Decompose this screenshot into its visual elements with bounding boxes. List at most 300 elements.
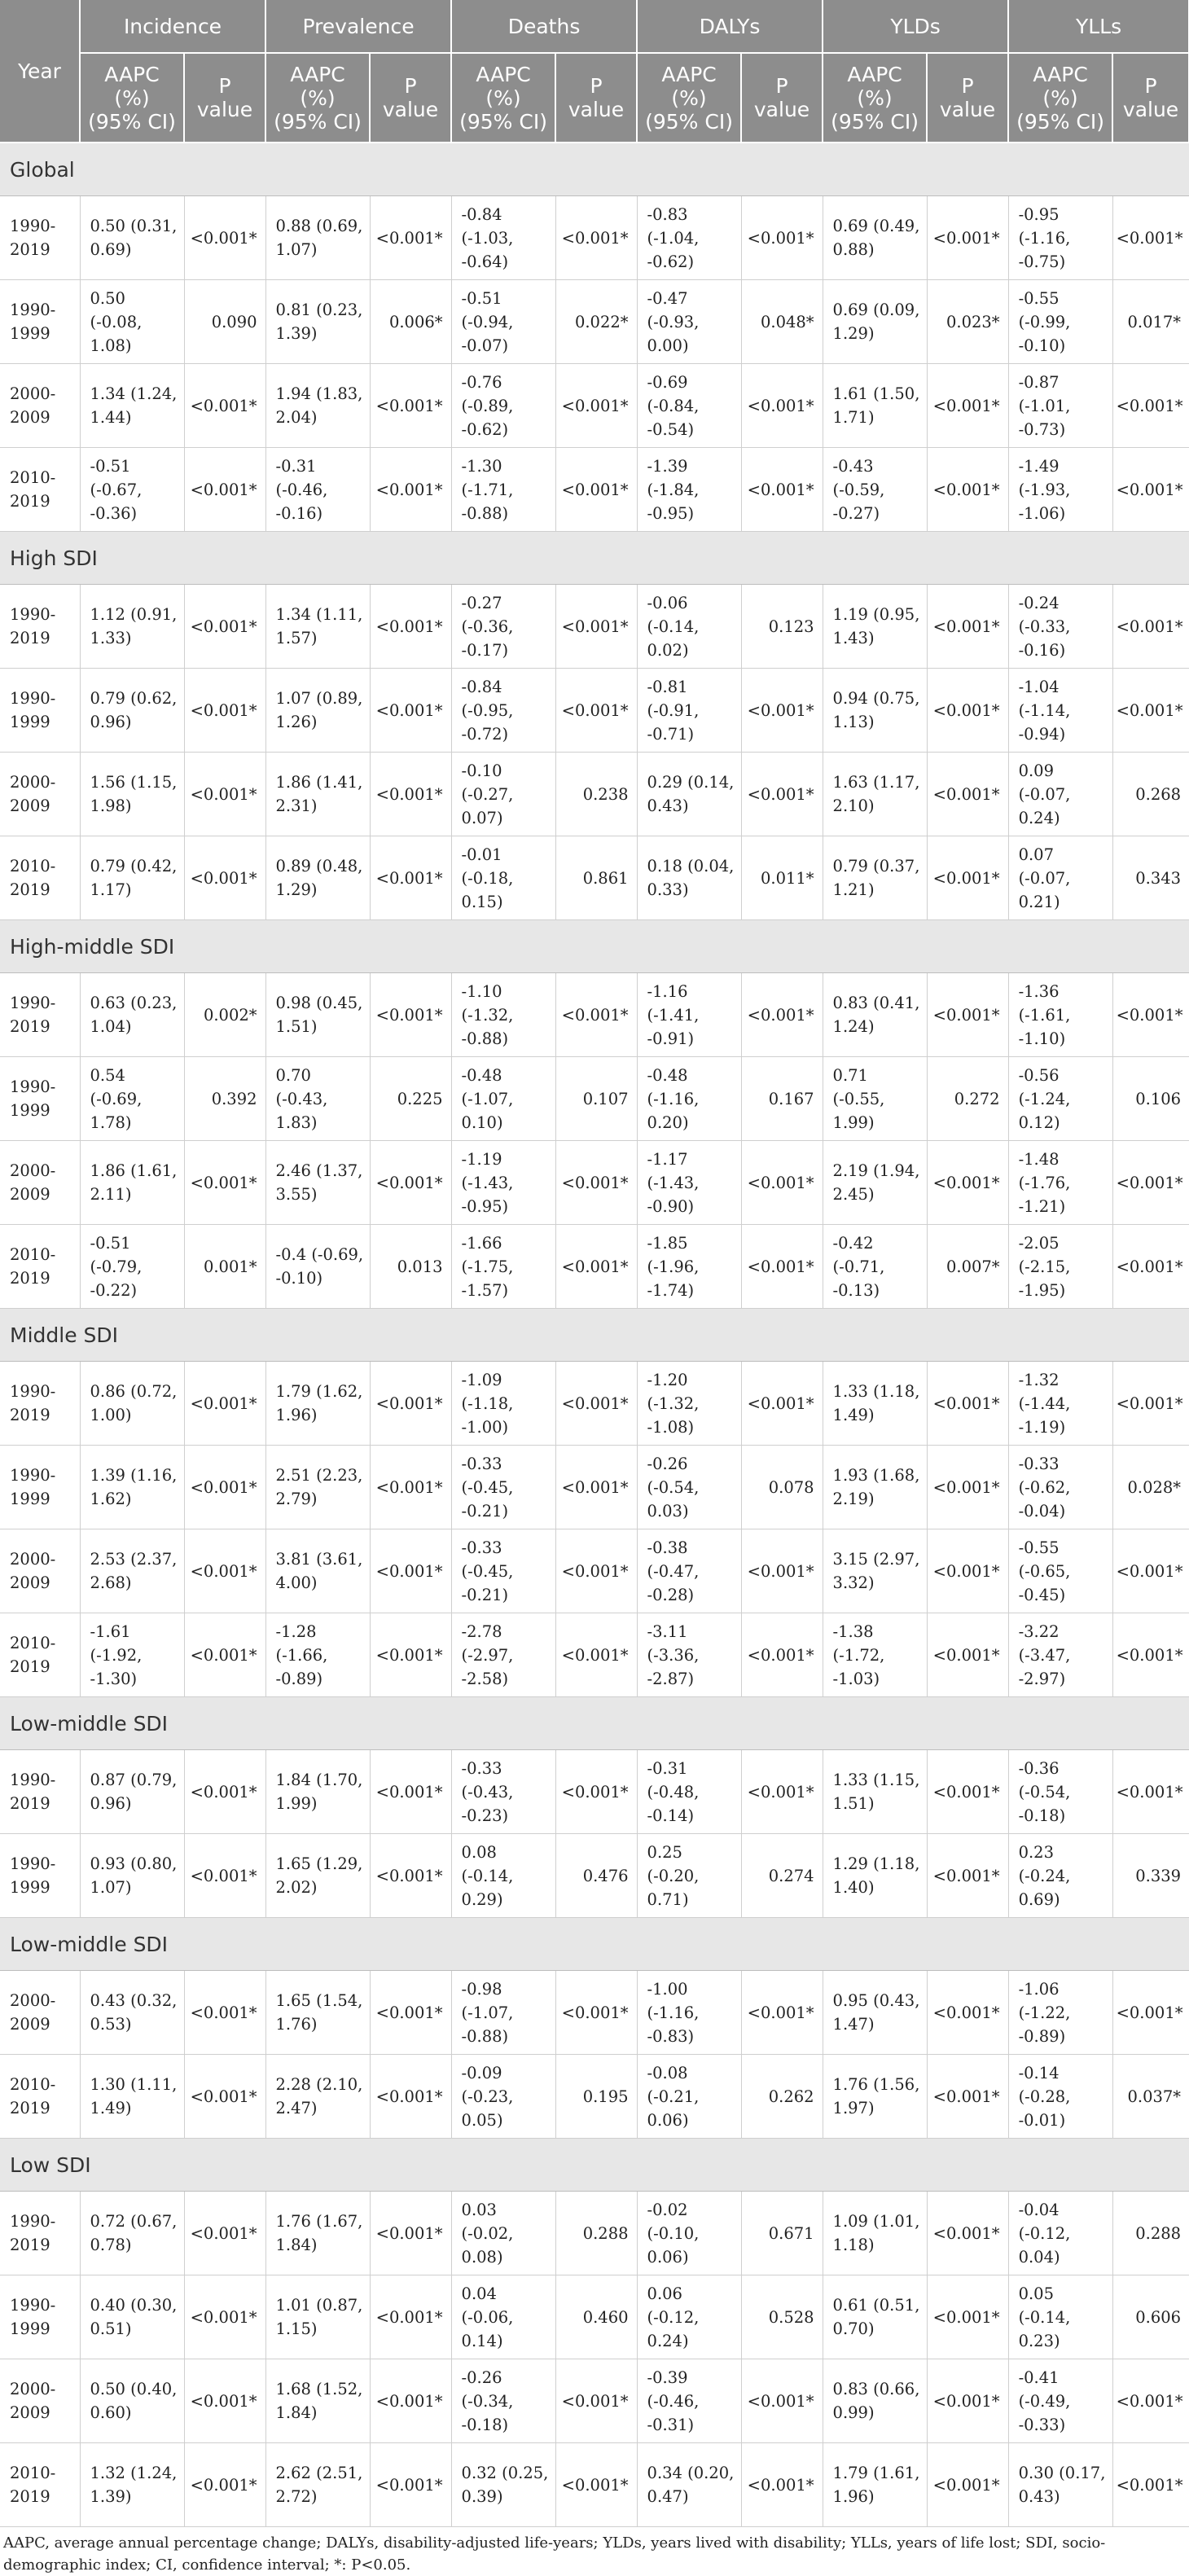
p-value-cell: 0.861	[555, 836, 637, 920]
year-cell: 2000-2009	[0, 364, 80, 448]
table-row	[0, 2359, 1189, 2443]
aapc-cell: 1.65 (1.29, 2.02)	[265, 1834, 370, 1918]
aapc-cell: 0.29 (0.14, 0.43)	[637, 753, 741, 836]
aapc-cell: -1.19 (-1.43, -0.95)	[451, 1141, 555, 1225]
p-value-cell: <0.001*	[184, 1750, 265, 1834]
aapc-cell: -0.56 (-1.24, 0.12)	[1008, 1057, 1112, 1141]
header-deaths: Deaths	[451, 0, 637, 53]
table-row	[0, 669, 1189, 753]
aapc-cell: 0.05 (-0.14, 0.23)	[1008, 2275, 1112, 2359]
p-value-cell: <0.001*	[927, 836, 1008, 920]
section-label: Global	[0, 143, 1189, 196]
p-value-cell: 0.017*	[1112, 280, 1189, 364]
p-value-cell: <0.001*	[741, 1141, 823, 1225]
year-cell: 1990-2019	[0, 2192, 80, 2275]
p-value-cell: <0.001*	[741, 1225, 823, 1309]
section-row	[0, 2139, 1189, 2192]
subheader-p-value: P value	[741, 53, 823, 143]
p-value-cell: <0.001*	[184, 669, 265, 753]
p-value-cell: <0.001*	[370, 669, 451, 753]
aapc-cell: 0.69 (0.09, 1.29)	[823, 280, 927, 364]
p-value-cell: 0.339	[1112, 1834, 1189, 1918]
year-cell: 2010-2019	[0, 836, 80, 920]
aapc-cell: -0.10 (-0.27, 0.07)	[451, 753, 555, 836]
aapc-cell: 0.08 (-0.14, 0.29)	[451, 1834, 555, 1918]
p-value-cell: 0.167	[741, 1057, 823, 1141]
aapc-cell: 1.94 (1.83, 2.04)	[265, 364, 370, 448]
aapc-cell: -0.38 (-0.47, -0.28)	[637, 1529, 741, 1613]
year-cell: 2010-2019	[0, 448, 80, 532]
p-value-cell: 0.268	[1112, 753, 1189, 836]
aapc-cell: -1.16 (-1.41, -0.91)	[637, 973, 741, 1057]
table-row	[0, 1362, 1189, 1446]
p-value-cell: <0.001*	[370, 448, 451, 532]
p-value-cell: <0.001*	[370, 1362, 451, 1446]
aapc-cell: 0.50 (0.40, 0.60)	[80, 2359, 184, 2443]
p-value-cell: <0.001*	[741, 669, 823, 753]
p-value-cell: 0.023*	[927, 280, 1008, 364]
aapc-cell: -0.55 (-0.65, -0.45)	[1008, 1529, 1112, 1613]
p-value-cell: <0.001*	[927, 1529, 1008, 1613]
p-value-cell: <0.001*	[184, 2055, 265, 2139]
aapc-cell: 2.46 (1.37, 3.55)	[265, 1141, 370, 1225]
year-cell: 2000-2009	[0, 1141, 80, 1225]
aapc-cell: -0.09 (-0.23, 0.05)	[451, 2055, 555, 2139]
p-value-cell: <0.001*	[1112, 973, 1189, 1057]
p-value-cell: 0.288	[1112, 2192, 1189, 2275]
aapc-cell: 0.70 (-0.43, 1.83)	[265, 1057, 370, 1141]
aapc-cell: 2.62 (2.51, 2.72)	[265, 2443, 370, 2527]
aapc-cell: -0.4 (-0.69, -0.10)	[265, 1225, 370, 1309]
aapc-cell: 1.33 (1.15, 1.51)	[823, 1750, 927, 1834]
subheader-p-value: P value	[1112, 53, 1189, 143]
aapc-cell: 1.32 (1.24, 1.39)	[80, 2443, 184, 2527]
p-value-cell: <0.001*	[555, 1750, 637, 1834]
table-row	[0, 973, 1189, 1057]
aapc-cell: 1.56 (1.15, 1.98)	[80, 753, 184, 836]
p-value-cell: <0.001*	[370, 364, 451, 448]
aapc-cell: 1.93 (1.68, 2.19)	[823, 1446, 927, 1529]
aapc-cell: 1.33 (1.18, 1.49)	[823, 1362, 927, 1446]
aapc-cell: -0.42 (-0.71, -0.13)	[823, 1225, 927, 1309]
aapc-cell: 0.86 (0.72, 1.00)	[80, 1362, 184, 1446]
subheader-aapc: AAPC (%) (95% CI)	[823, 53, 927, 143]
aapc-cell: 0.94 (0.75, 1.13)	[823, 669, 927, 753]
aapc-cell: -0.98 (-1.07, -0.88)	[451, 1971, 555, 2055]
p-value-cell: <0.001*	[927, 2359, 1008, 2443]
p-value-cell: <0.001*	[927, 1446, 1008, 1529]
p-value-cell: <0.001*	[927, 1971, 1008, 2055]
p-value-cell: 0.028*	[1112, 1446, 1189, 1529]
p-value-cell: 0.106	[1112, 1057, 1189, 1141]
p-value-cell: <0.001*	[370, 585, 451, 669]
p-value-cell: 0.022*	[555, 280, 637, 364]
aapc-cell: 0.63 (0.23, 1.04)	[80, 973, 184, 1057]
table-row	[0, 1057, 1189, 1141]
p-value-cell: 0.671	[741, 2192, 823, 2275]
p-value-cell: <0.001*	[370, 1613, 451, 1697]
p-value-cell: <0.001*	[184, 2359, 265, 2443]
p-value-cell: <0.001*	[1112, 1141, 1189, 1225]
p-value-cell: <0.001*	[741, 1750, 823, 1834]
p-value-cell: <0.001*	[555, 1362, 637, 1446]
aapc-cell: 0.50 (0.31, 0.69)	[80, 196, 184, 280]
p-value-cell: <0.001*	[370, 2055, 451, 2139]
p-value-cell: 0.002*	[184, 973, 265, 1057]
aapc-cell: -0.31 (-0.48, -0.14)	[637, 1750, 741, 1834]
aapc-cell: 1.39 (1.16, 1.62)	[80, 1446, 184, 1529]
p-value-cell: 0.392	[184, 1057, 265, 1141]
p-value-cell: <0.001*	[1112, 364, 1189, 448]
aapc-cell: 0.25 (-0.20, 0.71)	[637, 1834, 741, 1918]
aapc-cell: 0.79 (0.62, 0.96)	[80, 669, 184, 753]
aapc-cell: -0.48 (-1.16, 0.20)	[637, 1057, 741, 1141]
p-value-cell: <0.001*	[370, 836, 451, 920]
p-value-cell: <0.001*	[927, 1141, 1008, 1225]
aapc-cell: -0.81 (-0.91, -0.71)	[637, 669, 741, 753]
p-value-cell: <0.001*	[184, 753, 265, 836]
subheader-p-value: P value	[555, 53, 637, 143]
subheader-aapc: AAPC (%) (95% CI)	[451, 53, 555, 143]
table-row	[0, 364, 1189, 448]
aapc-cell: -0.26 (-0.54, 0.03)	[637, 1446, 741, 1529]
year-cell: 1990-2019	[0, 973, 80, 1057]
p-value-cell: <0.001*	[1112, 1971, 1189, 2055]
aapc-cell: -3.22 (-3.47, -2.97)	[1008, 1613, 1112, 1697]
aapc-cell: 1.12 (0.91, 1.33)	[80, 585, 184, 669]
table-row	[0, 1971, 1189, 2055]
aapc-cell: -0.43 (-0.59, -0.27)	[823, 448, 927, 532]
aapc-cell: 2.53 (2.37, 2.68)	[80, 1529, 184, 1613]
aapc-cell: -1.66 (-1.75, -1.57)	[451, 1225, 555, 1309]
aapc-cell: -1.48 (-1.76, -1.21)	[1008, 1141, 1112, 1225]
aapc-cell: -1.20 (-1.32, -1.08)	[637, 1362, 741, 1446]
p-value-cell: <0.001*	[927, 448, 1008, 532]
aapc-cell: 0.61 (0.51, 0.70)	[823, 2275, 927, 2359]
aapc-cell: -1.09 (-1.18, -1.00)	[451, 1362, 555, 1446]
p-value-cell: 0.238	[555, 753, 637, 836]
aapc-cell: 0.54 (-0.69, 1.78)	[80, 1057, 184, 1141]
p-value-cell: <0.001*	[927, 2275, 1008, 2359]
table-row	[0, 2443, 1189, 2527]
aapc-cell: 1.34 (1.11, 1.57)	[265, 585, 370, 669]
aapc-cell: -1.04 (-1.14, -0.94)	[1008, 669, 1112, 753]
aapc-cell: -0.36 (-0.54, -0.18)	[1008, 1750, 1112, 1834]
aapc-cell: 1.79 (1.62, 1.96)	[265, 1362, 370, 1446]
p-value-cell: 0.013	[370, 1225, 451, 1309]
aapc-cell: -0.31 (-0.46, -0.16)	[265, 448, 370, 532]
aapc-cell: -1.85 (-1.96, -1.74)	[637, 1225, 741, 1309]
aapc-cell: -0.27 (-0.36, -0.17)	[451, 585, 555, 669]
p-value-cell: 0.001*	[184, 1225, 265, 1309]
p-value-cell: <0.001*	[741, 1529, 823, 1613]
header-year: Year	[0, 0, 80, 143]
p-value-cell: <0.001*	[741, 1613, 823, 1697]
table-row	[0, 1225, 1189, 1309]
table-row	[0, 196, 1189, 280]
aapc-cell: 0.81 (0.23, 1.39)	[265, 280, 370, 364]
table-row	[0, 448, 1189, 532]
p-value-cell: <0.001*	[184, 1971, 265, 2055]
p-value-cell: <0.001*	[1112, 585, 1189, 669]
aapc-cell: -0.41 (-0.49, -0.33)	[1008, 2359, 1112, 2443]
aapc-cell: 0.18 (0.04, 0.33)	[637, 836, 741, 920]
aapc-cell: 3.81 (3.61, 4.00)	[265, 1529, 370, 1613]
p-value-cell: <0.001*	[1112, 669, 1189, 753]
p-value-cell: 0.011*	[741, 836, 823, 920]
p-value-cell: <0.001*	[370, 2275, 451, 2359]
table-body	[0, 143, 1189, 2527]
section-row	[0, 532, 1189, 585]
aapc-cell: 1.61 (1.50, 1.71)	[823, 364, 927, 448]
p-value-cell: <0.001*	[741, 1362, 823, 1446]
aapc-cell: 1.01 (0.87, 1.15)	[265, 2275, 370, 2359]
aapc-cell: -0.33 (-0.62, -0.04)	[1008, 1446, 1112, 1529]
subheader-aapc: AAPC (%) (95% CI)	[637, 53, 741, 143]
aapc-cell: -1.30 (-1.71, -0.88)	[451, 448, 555, 532]
table-row	[0, 1750, 1189, 1834]
p-value-cell: <0.001*	[370, 1446, 451, 1529]
aapc-cell: -0.84 (-0.95, -0.72)	[451, 669, 555, 753]
section-row	[0, 920, 1189, 973]
section-label: Low SDI	[0, 2139, 1189, 2192]
aapc-cell: -0.33 (-0.43, -0.23)	[451, 1750, 555, 1834]
p-value-cell: <0.001*	[184, 448, 265, 532]
aapc-cell: 0.07 (-0.07, 0.21)	[1008, 836, 1112, 920]
year-cell: 2010-2019	[0, 1613, 80, 1697]
p-value-cell: <0.001*	[555, 585, 637, 669]
subheader-p-value: P value	[184, 53, 265, 143]
p-value-cell: 0.048*	[741, 280, 823, 364]
header-ylls: YLLs	[1008, 0, 1189, 53]
aapc-cell: 0.88 (0.69, 1.07)	[265, 196, 370, 280]
p-value-cell: <0.001*	[184, 585, 265, 669]
year-cell: 1990-2019	[0, 1362, 80, 1446]
aapc-cell: 0.83 (0.41, 1.24)	[823, 973, 927, 1057]
p-value-cell: <0.001*	[1112, 1750, 1189, 1834]
aapc-cell: -0.87 (-1.01, -0.73)	[1008, 364, 1112, 448]
aapc-cell: 0.79 (0.37, 1.21)	[823, 836, 927, 920]
aapc-cell: 1.86 (1.41, 2.31)	[265, 753, 370, 836]
aapc-cell: -2.05 (-2.15, -1.95)	[1008, 1225, 1112, 1309]
p-value-cell: 0.007*	[927, 1225, 1008, 1309]
aapc-cell: 1.07 (0.89, 1.26)	[265, 669, 370, 753]
aapc-cell: 0.69 (0.49, 0.88)	[823, 196, 927, 280]
p-value-cell: <0.001*	[370, 1750, 451, 1834]
p-value-cell: <0.001*	[927, 196, 1008, 280]
section-row	[0, 1918, 1189, 1971]
p-value-cell: <0.001*	[184, 364, 265, 448]
table-header	[0, 0, 1189, 143]
year-cell: 1990-2019	[0, 585, 80, 669]
aapc-cell: 3.15 (2.97, 3.32)	[823, 1529, 927, 1613]
p-value-cell: 0.343	[1112, 836, 1189, 920]
aapc-cell: 2.51 (2.23, 2.79)	[265, 1446, 370, 1529]
aapc-cell: -0.08 (-0.21, 0.06)	[637, 2055, 741, 2139]
p-value-cell: <0.001*	[927, 364, 1008, 448]
year-cell: 1990-1999	[0, 1834, 80, 1918]
aapc-cell: -2.78 (-2.97, -2.58)	[451, 1613, 555, 1697]
aapc-cell: 0.30 (0.17, 0.43)	[1008, 2443, 1112, 2527]
p-value-cell: <0.001*	[741, 973, 823, 1057]
p-value-cell: 0.606	[1112, 2275, 1189, 2359]
year-cell: 1990-1999	[0, 669, 80, 753]
p-value-cell: <0.001*	[1112, 1362, 1189, 1446]
table-row	[0, 1834, 1189, 1918]
p-value-cell: <0.001*	[927, 2055, 1008, 2139]
p-value-cell: 0.528	[741, 2275, 823, 2359]
aapc-cell: -0.76 (-0.89, -0.62)	[451, 364, 555, 448]
p-value-cell: <0.001*	[927, 2443, 1008, 2527]
aapc-cell: -0.55 (-0.99, -0.10)	[1008, 280, 1112, 364]
year-cell: 1990-2019	[0, 1750, 80, 1834]
header-ylds: YLDs	[823, 0, 1008, 53]
p-value-cell: <0.001*	[927, 1834, 1008, 1918]
p-value-cell: <0.001*	[370, 973, 451, 1057]
p-value-cell: <0.001*	[370, 196, 451, 280]
p-value-cell: 0.006*	[370, 280, 451, 364]
aapc-cell: 0.32 (0.25, 0.39)	[451, 2443, 555, 2527]
p-value-cell: <0.001*	[555, 1141, 637, 1225]
aapc-cell: 1.34 (1.24, 1.44)	[80, 364, 184, 448]
table-row	[0, 836, 1189, 920]
aapc-cell: 0.06 (-0.12, 0.24)	[637, 2275, 741, 2359]
p-value-cell: 0.090	[184, 280, 265, 364]
aapc-cell: 0.95 (0.43, 1.47)	[823, 1971, 927, 2055]
aapc-cell: 1.86 (1.61, 2.11)	[80, 1141, 184, 1225]
year-cell: 1990-1999	[0, 1446, 80, 1529]
p-value-cell: 0.037*	[1112, 2055, 1189, 2139]
aapc-cell: 0.23 (-0.24, 0.69)	[1008, 1834, 1112, 1918]
aapc-cell: -0.84 (-1.03, -0.64)	[451, 196, 555, 280]
aapc-cell: 0.34 (0.20, 0.47)	[637, 2443, 741, 2527]
p-value-cell: 0.225	[370, 1057, 451, 1141]
aapc-cell: 0.72 (0.67, 0.78)	[80, 2192, 184, 2275]
aapc-cell: -1.49 (-1.93, -1.06)	[1008, 448, 1112, 532]
subheader-aapc: AAPC (%) (95% CI)	[1008, 53, 1112, 143]
year-cell: 2000-2009	[0, 1971, 80, 2055]
table-row	[0, 2275, 1189, 2359]
aapc-cell: -0.51 (-0.67, -0.36)	[80, 448, 184, 532]
header-incidence: Incidence	[80, 0, 265, 53]
section-row	[0, 1309, 1189, 1362]
p-value-cell: <0.001*	[741, 196, 823, 280]
aapc-cell: -0.47 (-0.93, 0.00)	[637, 280, 741, 364]
table-row	[0, 2192, 1189, 2275]
aapc-cell: -1.17 (-1.43, -0.90)	[637, 1141, 741, 1225]
p-value-cell: <0.001*	[1112, 1613, 1189, 1697]
p-value-cell: <0.001*	[1112, 448, 1189, 532]
subheader-p-value: P value	[927, 53, 1008, 143]
p-value-cell: <0.001*	[370, 2443, 451, 2527]
aapc-cell: -0.04 (-0.12, 0.04)	[1008, 2192, 1112, 2275]
year-cell: 1990-2019	[0, 196, 80, 280]
p-value-cell: <0.001*	[184, 1446, 265, 1529]
p-value-cell: <0.001*	[555, 669, 637, 753]
p-value-cell: <0.001*	[927, 2192, 1008, 2275]
p-value-cell: <0.001*	[555, 1529, 637, 1613]
p-value-cell: <0.001*	[184, 1613, 265, 1697]
aapc-cell: -0.39 (-0.46, -0.31)	[637, 2359, 741, 2443]
aapc-cell: -0.33 (-0.45, -0.21)	[451, 1446, 555, 1529]
p-value-cell: <0.001*	[370, 2359, 451, 2443]
aapc-cell: -3.11 (-3.36, -2.87)	[637, 1613, 741, 1697]
p-value-cell: <0.001*	[927, 973, 1008, 1057]
p-value-cell: <0.001*	[184, 196, 265, 280]
p-value-cell: <0.001*	[741, 448, 823, 532]
p-value-cell: <0.001*	[184, 2275, 265, 2359]
year-cell: 2010-2019	[0, 1225, 80, 1309]
aapc-cell: 1.79 (1.61, 1.96)	[823, 2443, 927, 2527]
table-row	[0, 753, 1189, 836]
p-value-cell: <0.001*	[555, 196, 637, 280]
p-value-cell: <0.001*	[184, 1529, 265, 1613]
aapc-cell: 2.19 (1.94, 2.45)	[823, 1141, 927, 1225]
p-value-cell: <0.001*	[184, 836, 265, 920]
aapc-cell: -0.02 (-0.10, 0.06)	[637, 2192, 741, 2275]
section-label: High-middle SDI	[0, 920, 1189, 973]
p-value-cell: 0.460	[555, 2275, 637, 2359]
aapc-cell: 0.04 (-0.06, 0.14)	[451, 2275, 555, 2359]
p-value-cell: <0.001*	[184, 2443, 265, 2527]
p-value-cell: <0.001*	[927, 1613, 1008, 1697]
section-label: High SDI	[0, 532, 1189, 585]
p-value-cell: 0.262	[741, 2055, 823, 2139]
aapc-cell: 0.40 (0.30, 0.51)	[80, 2275, 184, 2359]
aapc-cell: -0.51 (-0.94, -0.07)	[451, 280, 555, 364]
aapc-cell: 1.30 (1.11, 1.49)	[80, 2055, 184, 2139]
year-cell: 2000-2009	[0, 1529, 80, 1613]
p-value-cell: <0.001*	[741, 1971, 823, 2055]
p-value-cell: <0.001*	[184, 2192, 265, 2275]
p-value-cell: <0.001*	[370, 753, 451, 836]
table-row	[0, 1446, 1189, 1529]
aapc-cell: -0.95 (-1.16, -0.75)	[1008, 196, 1112, 280]
table-row	[0, 1613, 1189, 1697]
p-value-cell: <0.001*	[555, 2443, 637, 2527]
p-value-cell: <0.001*	[741, 364, 823, 448]
p-value-cell: <0.001*	[555, 448, 637, 532]
p-value-cell: <0.001*	[927, 1750, 1008, 1834]
aapc-cell: 0.71 (-0.55, 1.99)	[823, 1057, 927, 1141]
p-value-cell: <0.001*	[184, 1362, 265, 1446]
p-value-cell: <0.001*	[1112, 1225, 1189, 1309]
p-value-cell: <0.001*	[370, 1971, 451, 2055]
aapc-cell: -0.24 (-0.33, -0.16)	[1008, 585, 1112, 669]
aapc-cell: 0.43 (0.32, 0.53)	[80, 1971, 184, 2055]
table-row	[0, 585, 1189, 669]
year-cell: 1990-1999	[0, 1057, 80, 1141]
p-value-cell: <0.001*	[741, 753, 823, 836]
year-cell: 1990-1999	[0, 2275, 80, 2359]
aapc-cell: 1.29 (1.18, 1.40)	[823, 1834, 927, 1918]
p-value-cell: <0.001*	[184, 1141, 265, 1225]
p-value-cell: <0.001*	[1112, 1529, 1189, 1613]
p-value-cell: <0.001*	[555, 364, 637, 448]
section-label: Low-middle SDI	[0, 1697, 1189, 1750]
aapc-cell: 1.63 (1.17, 2.10)	[823, 753, 927, 836]
p-value-cell: <0.001*	[741, 2359, 823, 2443]
aapc-cell: 0.87 (0.79, 0.96)	[80, 1750, 184, 1834]
table-footnote: AAPC, average annual percentage change; DALYs, disability-adjusted life-years; YLDs, years lived with disability; YLLs, years of life lost; SDI, socio-demographic index; CI, confidence interval; *: P<0.05.	[3, 2534, 1106, 2574]
section-row	[0, 143, 1189, 196]
p-value-cell: <0.001*	[927, 585, 1008, 669]
aapc-cell: -0.48 (-1.07, 0.10)	[451, 1057, 555, 1141]
year-cell: 1990-1999	[0, 280, 80, 364]
p-value-cell: <0.001*	[370, 1141, 451, 1225]
aapc-cell: -1.06 (-1.22, -0.89)	[1008, 1971, 1112, 2055]
aapc-cell: -1.39 (-1.84, -0.95)	[637, 448, 741, 532]
